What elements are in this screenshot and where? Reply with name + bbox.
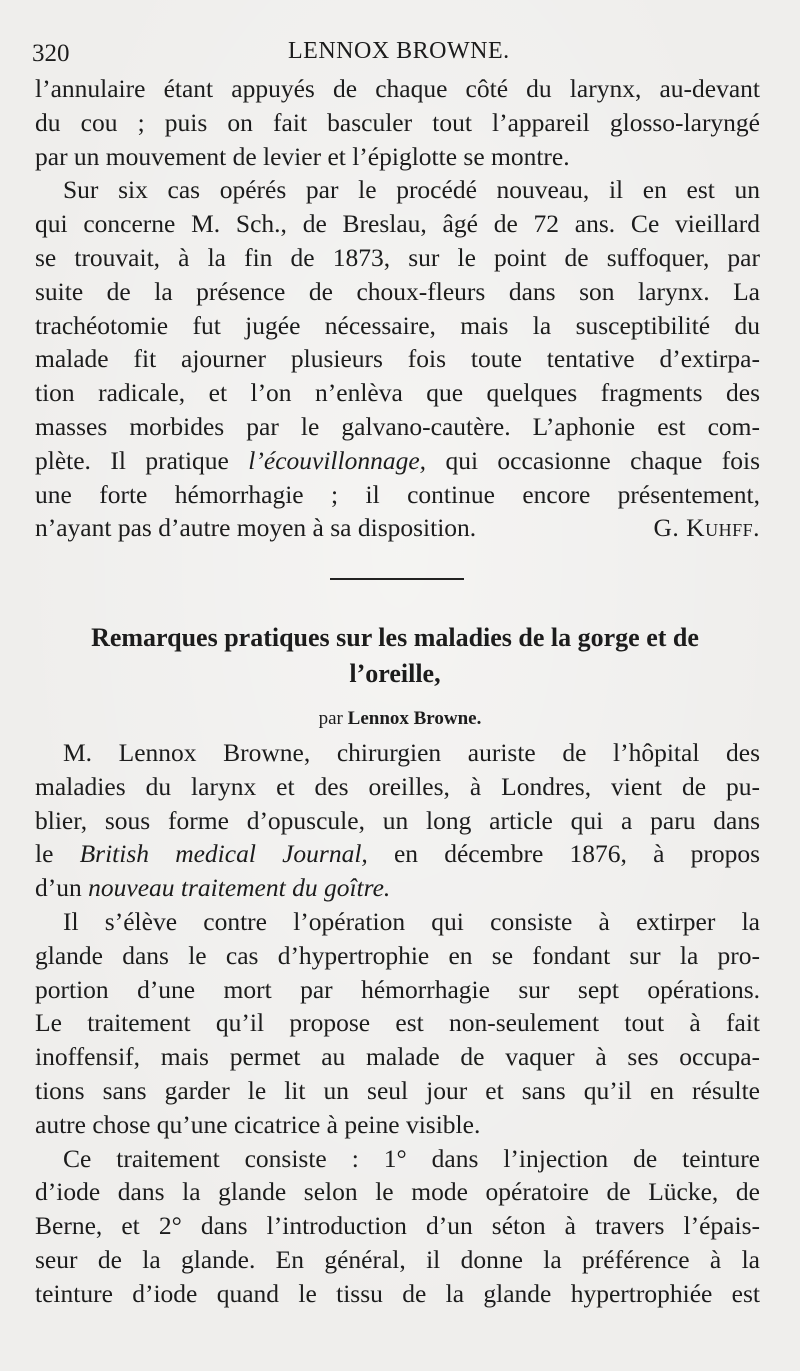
text-line: Le traitement qu’il propose est non-seulement tout à fait	[35, 1008, 760, 1038]
italic-term: British medical Journal,	[79, 839, 368, 869]
text-segment: en décembre 1876, à propos	[367, 839, 760, 869]
text-line-with-signature	[35, 511, 760, 545]
byline-prefix: par	[318, 708, 343, 729]
byline-author: Lennox Browne.	[347, 708, 482, 729]
italic-term: nouveau traitement du goître.	[88, 873, 391, 903]
text-segment: qui occasionne chaque fois	[426, 445, 760, 475]
text-line: suite de la présence de choux-fleurs dans son larynx. La	[35, 276, 760, 306]
text-segment: le	[35, 839, 80, 869]
text-line	[35, 444, 760, 478]
text-line: l’annulaire étant appuyés de chaque côté du larynx, au-devant	[35, 74, 760, 103]
text-line	[35, 871, 760, 905]
text-line: portion d’une mort par hémorrhagie sur sept opérations.	[35, 974, 760, 1004]
text-line: qui concerne M. Sch., de Breslau, âgé de 72 ans. Ce vieillard	[35, 209, 760, 239]
text-block-upper	[35, 72, 760, 545]
text-line: Il s’élève contre l’opération qui consiste à extirper la	[63, 906, 760, 936]
running-head: LENNOX BROWNE.	[288, 38, 510, 64]
section-title-line: Remarques pratiques sur les maladies de la gorge et de	[91, 623, 699, 652]
text-line: M. Lennox Browne, chirurgien auriste de l’hôpital des	[63, 738, 760, 767]
text-line: masses morbides par le galvano-cautère. L’aphonie est com-	[35, 411, 760, 441]
text-line: blier, sous forme d’opuscule, un long article qui a paru dans	[35, 805, 760, 835]
text-line: seur de la glande. En général, il donne la préférence à la	[35, 1244, 760, 1274]
text-line: d’iode dans la glande selon le mode opératoire de Lücke, de	[35, 1177, 760, 1207]
section-divider	[330, 578, 464, 580]
text-line: inoffensif, mais permet au malade de vaquer à ses occupa-	[35, 1042, 760, 1072]
text-line: autre chose qu’une cicatrice à peine visible.	[35, 1109, 481, 1139]
text-line: Sur six cas opérés par le procédé nouveau, il en est un	[63, 175, 760, 205]
text-line: Berne, et 2° dans l’introduction d’un séton à travers l’épais-	[35, 1211, 760, 1241]
text-line: par un mouvement de levier et l’épiglotte se montre.	[35, 141, 570, 171]
text-line: Ce traitement consiste : 1° dans l’injection de teinture	[63, 1143, 760, 1173]
text-line: se trouvait, à la fin de 1873, sur le point de suffoquer, par	[35, 242, 760, 272]
text-line: tion radicale, et l’on n’enlèva que quelques fragments des	[35, 378, 760, 408]
text-line: du cou ; puis on fait basculer tout l’appareil glosso-laryngé	[35, 107, 760, 137]
page-header	[30, 32, 770, 72]
text-line: malade fit ajourner plusieurs fois toute tentative d’extirpa-	[35, 344, 760, 374]
text-segment: d’un	[35, 873, 89, 903]
text-block-lower	[35, 736, 760, 1311]
section-title	[30, 620, 760, 692]
section-title-line: l’oreille,	[349, 659, 441, 688]
text-segment: plète. Il pratique	[35, 445, 249, 475]
page-number: 320	[32, 40, 70, 67]
text-line: teinture d’iode quand le tissu de la glande hypertrophiée est	[35, 1278, 760, 1308]
text-line: une forte hémorrhagie ; il continue encore présentement,	[35, 479, 760, 509]
byline	[0, 708, 800, 730]
text-line: glande dans le cas d’hypertrophie en se fondant sur la pro-	[35, 940, 760, 970]
text-segment: n’ayant pas d’autre moyen à sa disposition.	[35, 513, 477, 543]
text-line: tions sans garder le lit un seul jour et sans qu’il en résulte	[35, 1075, 760, 1105]
italic-term: l’écouvillonnage,	[248, 445, 427, 475]
signature: G. Kuhff.	[653, 513, 760, 543]
text-line: maladies du larynx et des oreilles, à Londres, vient de pu-	[35, 771, 760, 801]
text-line: trachéotomie fut jugée nécessaire, mais la susceptibilité du	[35, 310, 760, 340]
text-line	[35, 837, 760, 871]
